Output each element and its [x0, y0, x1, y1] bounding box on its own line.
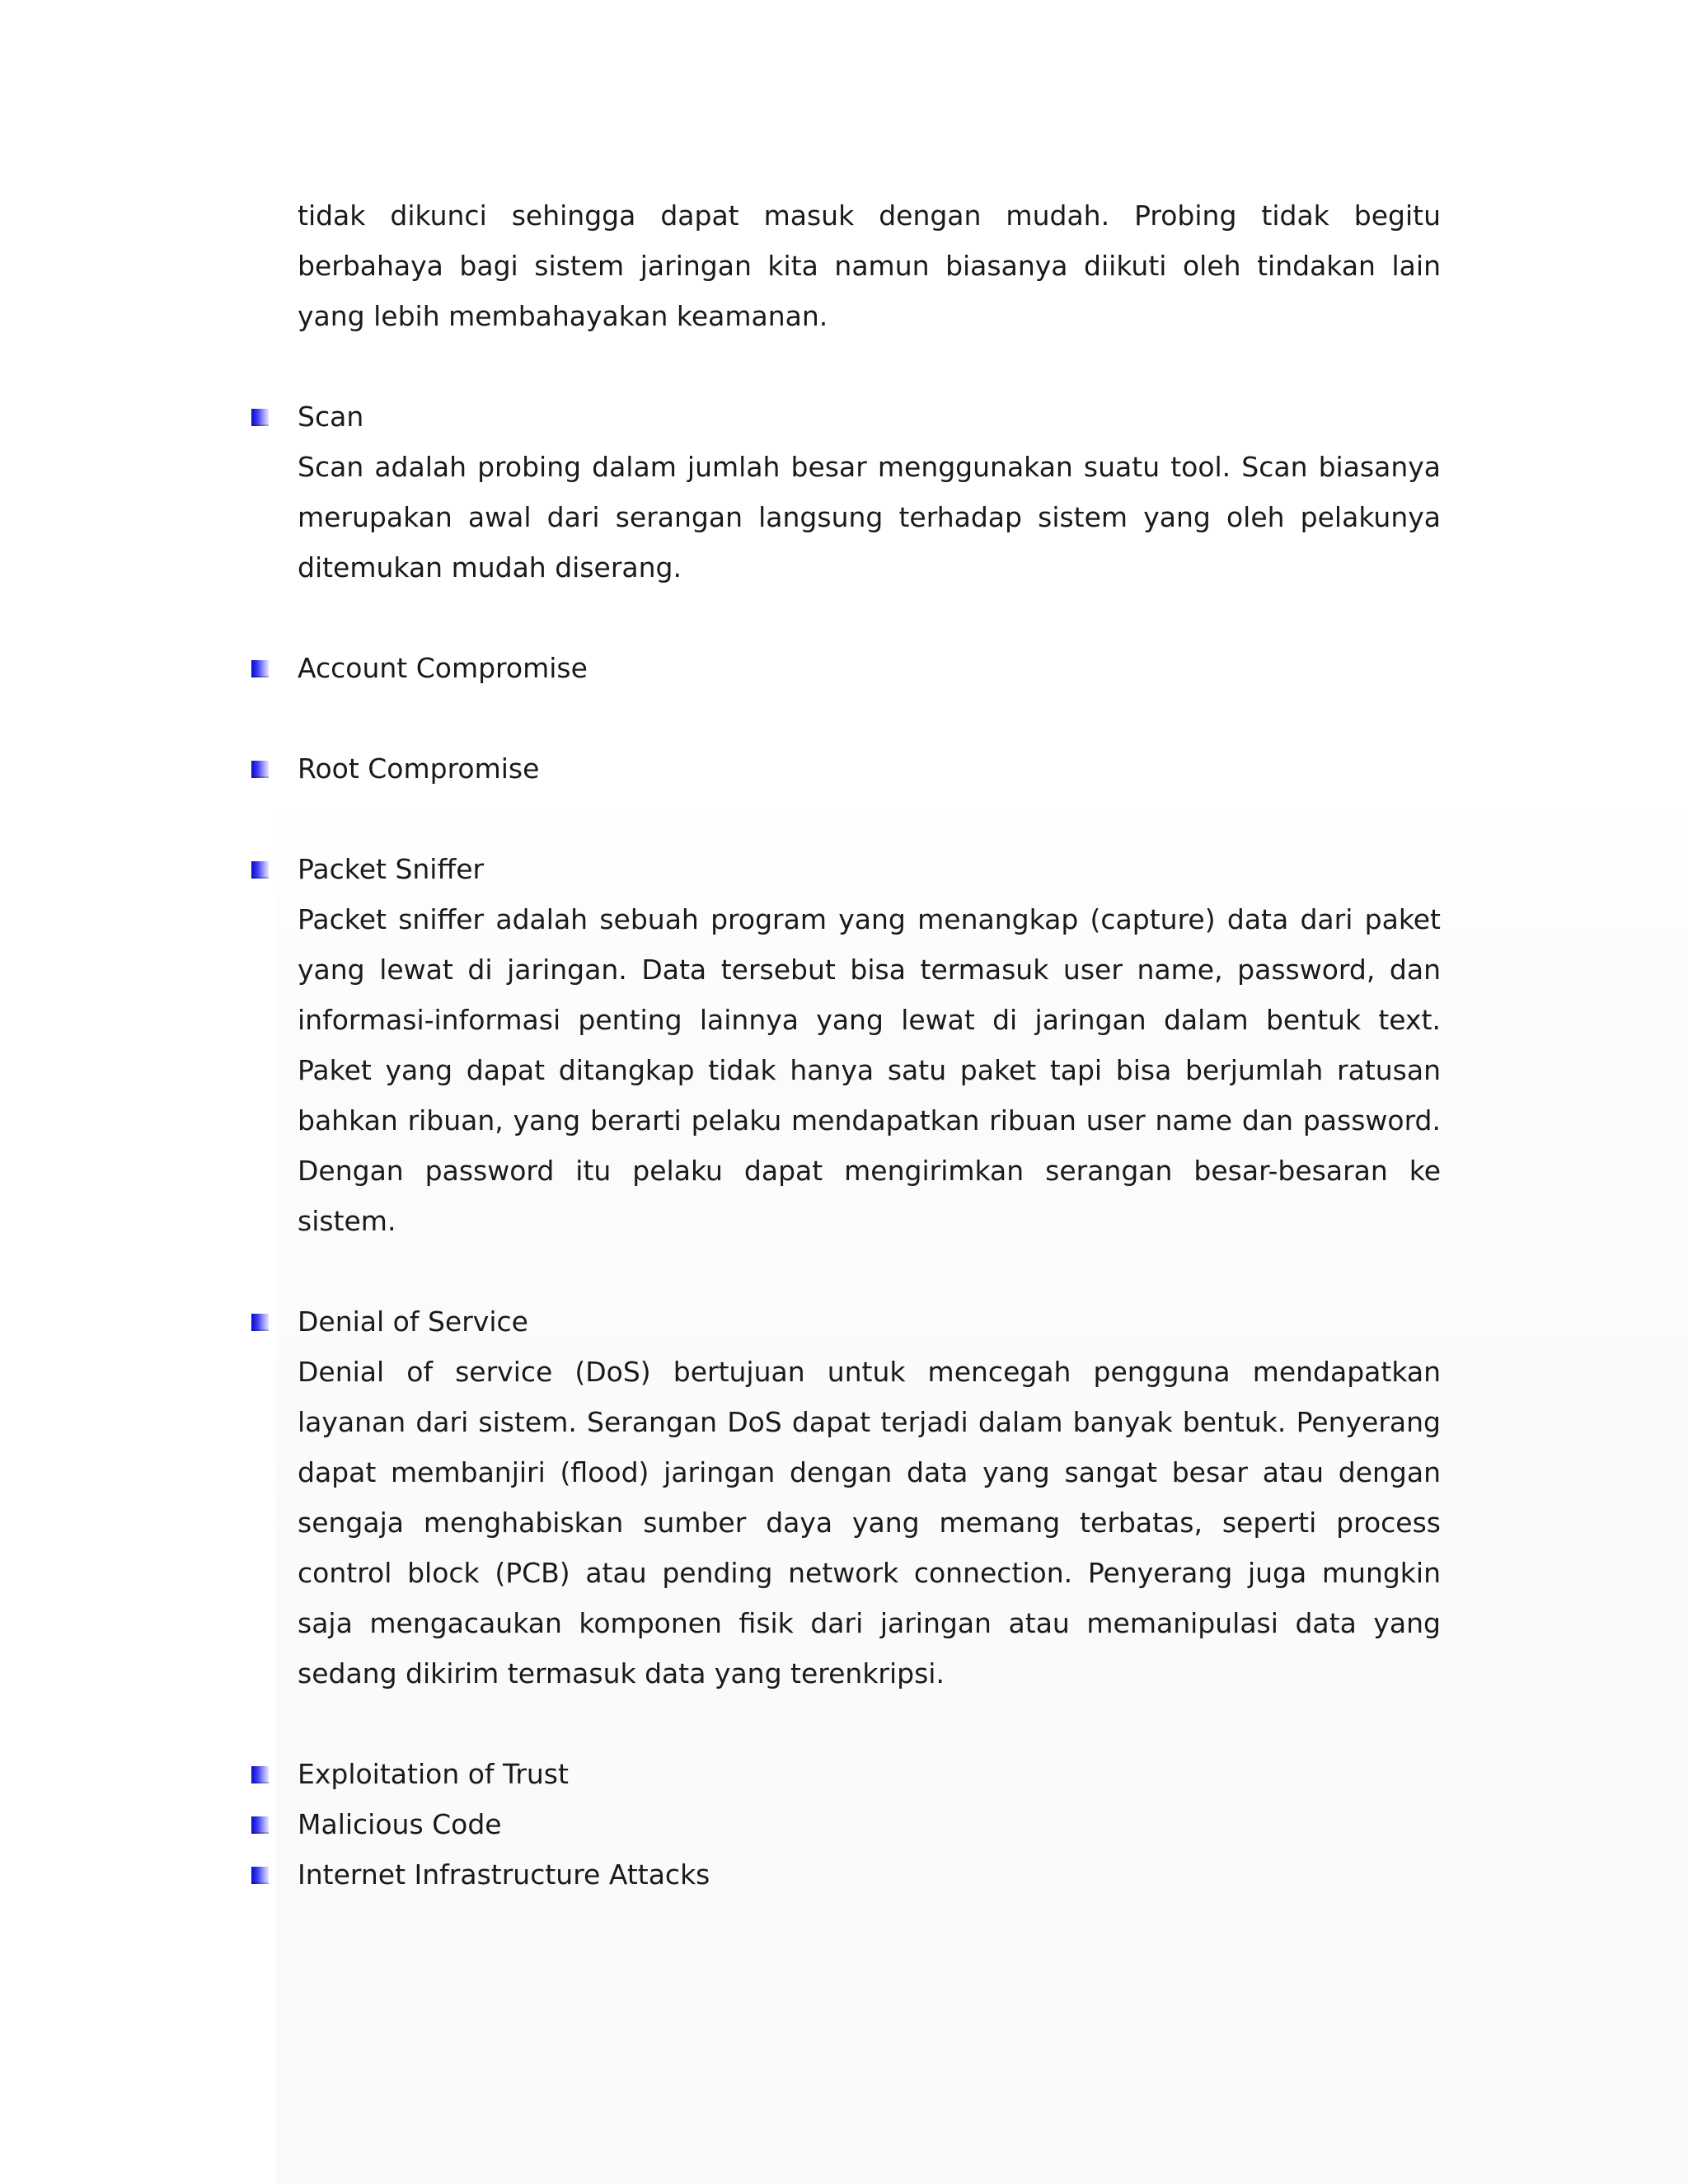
square-bullet-icon	[251, 1766, 269, 1783]
square-bullet-icon	[251, 761, 269, 778]
list-item-packet-sniffer	[298, 844, 1441, 1246]
item-title: Root Compromise	[298, 752, 540, 785]
item-title: Account Compromise	[298, 652, 588, 684]
item-title: Exploitation of Trust	[298, 1758, 569, 1790]
item-body: Packet sniffer adalah sebuah program yang menangkap (capture) data dari paket yang lewat di jaringan. Data tersebut bisa termasuk user name, password, dan informasi-informasi penting lainnya yang lewat di jaringan dalam bentuk text. Paket yang dapat ditangkap tidak hanya satu paket tapi bisa berjumlah ratusan bahkan ribuan, yang berarti pelaku mendapatkan ribuan user name dan password. Dengan password itu pelaku dapat mengirimkan serangan besar-besaran ke sistem.	[298, 903, 1441, 1237]
square-bullet-icon	[251, 1867, 269, 1884]
item-title: Internet Infrastructure Attacks	[298, 1858, 710, 1891]
item-title: Packet Sniffer	[298, 853, 485, 885]
list-item-malicious-code	[298, 1799, 1441, 1849]
square-bullet-icon	[251, 861, 269, 879]
square-bullet-icon	[251, 660, 269, 677]
list-item-scan	[298, 391, 1441, 593]
square-bullet-icon	[251, 409, 269, 426]
intro-paragraph: tidak dikunci sehingga dapat masuk dengan mudah. Probing tidak begitu berbahaya bagi sistem jaringan kita namun biasanya diikuti oleh tindakan lain yang lebih membahayakan keamanan.	[298, 199, 1441, 332]
list-item-internet-infrastructure-attacks	[298, 1849, 1441, 1900]
item-title: Scan	[298, 401, 364, 433]
item-body: Scan adalah probing dalam jumlah besar menggunakan suatu tool. Scan biasanya merupakan awal dari serangan langsung terhadap sistem yang oleh pelakunya ditemukan mudah diserang.	[298, 451, 1441, 583]
item-body: Denial of service (DoS) bertujuan untuk mencegah pengguna mendapatkan layanan dari sistem. Serangan DoS dapat terjadi dalam banyak bentuk. Penyerang dapat membanjiri (flood) jaringan dengan data yang sangat besar atau dengan sengaja menghabiskan sumber daya yang memang terbatas, seperti process control block (PCB) atau pending network connection. Penyerang juga mungkin saja mengacaukan komponen fisik dari jaringan atau memanipulasi data yang sedang dikirim termasuk data yang terenkripsi.	[298, 1356, 1441, 1690]
square-bullet-icon	[251, 1314, 269, 1331]
item-title: Malicious Code	[298, 1808, 502, 1840]
square-bullet-icon	[251, 1816, 269, 1834]
item-title: Denial of Service	[298, 1305, 528, 1338]
document-content	[298, 190, 1441, 1900]
list-item-account-compromise	[298, 643, 1441, 693]
list-item-root-compromise	[298, 743, 1441, 794]
list-item-exploitation-of-trust	[298, 1749, 1441, 1799]
list-item-denial-of-service	[298, 1296, 1441, 1699]
